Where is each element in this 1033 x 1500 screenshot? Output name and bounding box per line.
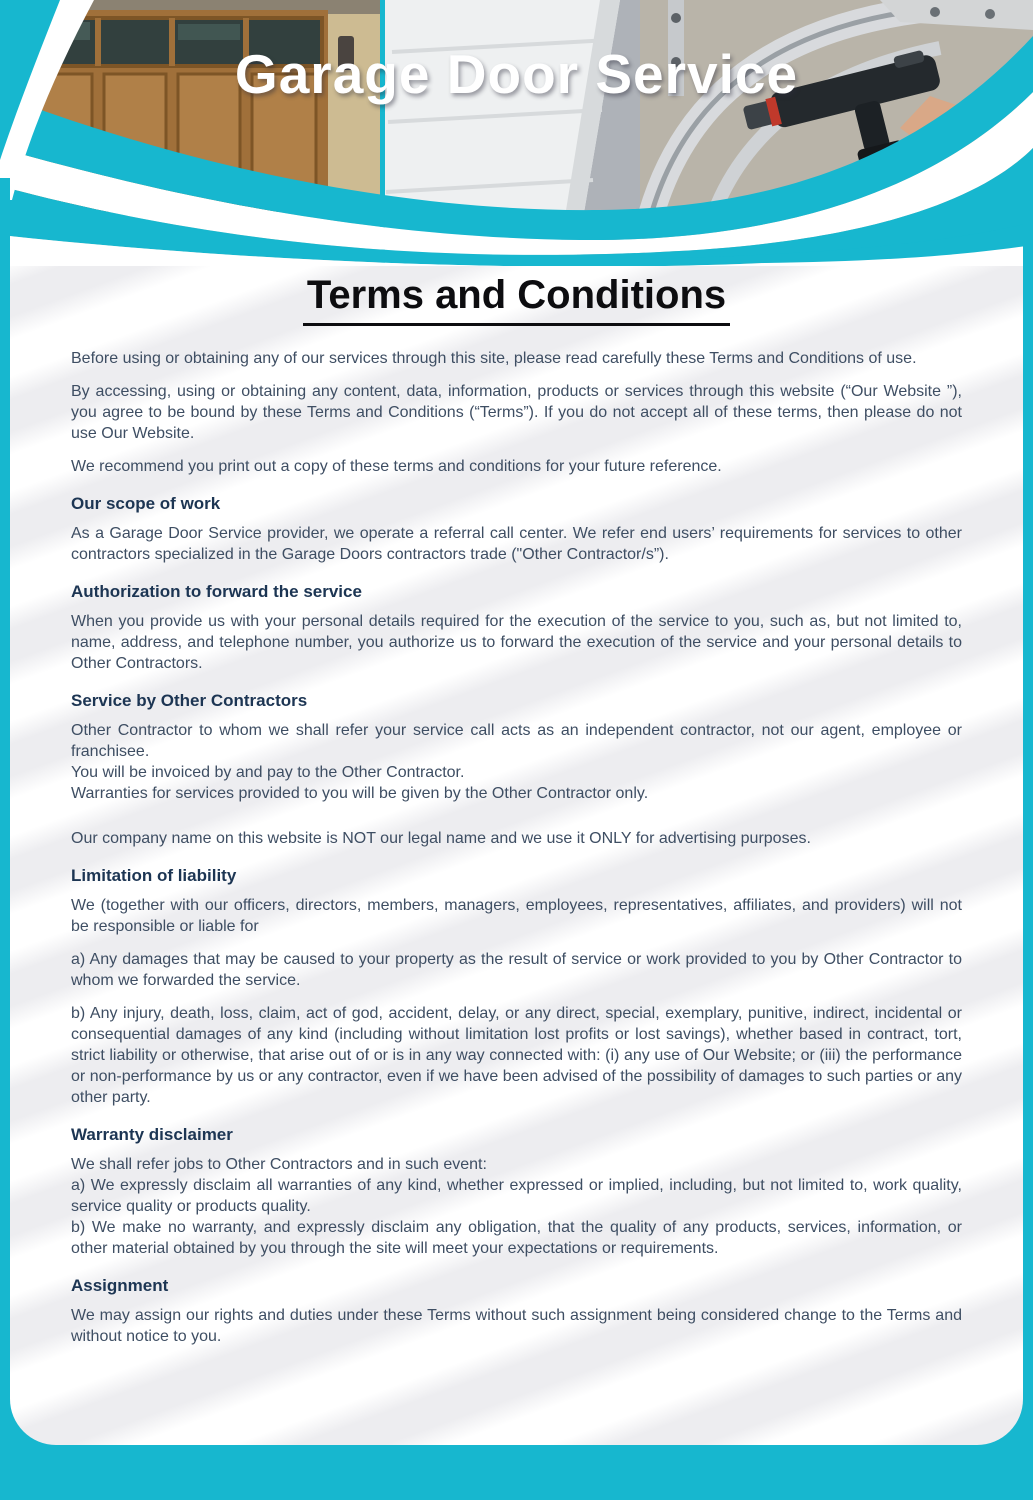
section-body <box>71 348 962 477</box>
paragraph-block <box>71 381 962 444</box>
sections-container <box>71 348 962 1347</box>
header-banner-graphic <box>0 0 1033 266</box>
paragraph-block <box>71 611 962 674</box>
terms-content <box>71 272 962 1359</box>
section-body <box>71 611 962 674</box>
section-heading: Limitation of liability <box>71 866 237 885</box>
paragraph: Other Contractor to whom we shall refer your service call acts as an independent contractor, not our agent, employee or franchisee. <box>71 722 962 760</box>
paragraph-block <box>71 949 962 991</box>
terms-section <box>71 1124 962 1259</box>
paragraph: When you provide us with your personal details required for the execution of the service to you, such as, but not limited to, name, address, and telephone number, you authorize us to forward the execution of the service and your personal details to Other Contractors. <box>71 613 962 672</box>
paragraph-block <box>71 523 962 565</box>
site-title: Garage Door Service <box>234 43 799 105</box>
page-title: Terms and Conditions <box>71 272 962 326</box>
paragraph-block <box>71 1003 962 1108</box>
paragraph: a) We expressly disclaim all warranties of any kind, whether expressed or implied, including, but not limited to, work quality, service quality or products quality. <box>71 1177 962 1215</box>
terms-section <box>71 348 962 477</box>
paragraph: Our company name on this website is NOT our legal name and we use it ONLY for advertising purposes. <box>71 830 811 847</box>
paragraph-block <box>71 720 962 804</box>
paragraph-block <box>71 828 962 849</box>
terms-section <box>71 865 962 1108</box>
paragraph: Warranties for services provided to you will be given by the Other Contractor only. <box>71 785 649 802</box>
section-body <box>71 523 962 565</box>
paragraph: We shall refer jobs to Other Contractors and in such event: <box>71 1156 487 1173</box>
paragraph: Before using or obtaining any of our services through this site, please read carefully these Terms and Conditions of use. <box>71 350 917 367</box>
paragraph: a) Any damages that may be caused to your property as the result of service or work provided to you by Other Contractor to whom we forwarded the service. <box>71 951 962 989</box>
paragraph: b) We make no warranty, and expressly disclaim any obligation, that the quality of any products, services, information, or other material obtained by you through the site will meet your expectations or requirements. <box>71 1219 962 1257</box>
paragraph-block <box>71 456 962 477</box>
section-heading: Warranty disclaimer <box>71 1125 233 1144</box>
paragraph-block <box>71 348 962 369</box>
paragraph: As a Garage Door Service provider, we operate a referral call center. We refer end users’ requirements for services to other contractors specialized in the Garage Doors contractors trade ("Other Contractor/s”). <box>71 525 962 563</box>
paragraph: You will be invoiced by and pay to the Other Contractor. <box>71 764 465 781</box>
terms-section <box>71 1275 962 1347</box>
section-body <box>71 1305 962 1347</box>
paragraph-block <box>71 895 962 937</box>
paragraph: b) Any injury, death, loss, claim, act of god, accident, delay, or any direct, special, exemplary, punitive, indirect, incidental or consequential damages of any kind (including without limitation lost profits or lost savings), whether based in contract, tort, strict liability or otherwise, that arise out of or is in any way connected with: (i) any use of Our Website; or (iii) the performance or non-performance by us or any contractor, even if we have been advised of the possibility of damages to such parties or any other party. <box>71 1005 962 1106</box>
section-heading: Service by Other Contractors <box>71 691 308 710</box>
section-body <box>71 720 962 849</box>
section-body <box>71 1154 962 1259</box>
terms-section <box>71 493 962 565</box>
terms-section <box>71 690 962 849</box>
paragraph-block <box>71 1154 962 1259</box>
paragraph: We may assign our rights and duties under these Terms without such assignment being considered change to the Terms and without notice to you. <box>71 1307 962 1345</box>
section-body <box>71 895 962 1108</box>
terms-section <box>71 581 962 674</box>
section-heading: Our scope of work <box>71 494 221 513</box>
page-header <box>0 0 1033 266</box>
paragraph: By accessing, using or obtaining any content, data, information, products or services through this website (“Our Website ”), you agree to be bound by these Terms and Conditions (“Terms”). If you do not accept all of these terms, then please do not use Our Website. <box>71 383 962 442</box>
paragraph: We recommend you print out a copy of these terms and conditions for your future reference. <box>71 458 722 475</box>
paragraph: We (together with our officers, directors, members, managers, employees, representatives, affiliates, and providers) will not be responsible or liable for <box>71 897 962 935</box>
section-heading: Authorization to forward the service <box>71 582 362 601</box>
paragraph-block <box>71 1305 962 1347</box>
section-heading: Assignment <box>71 1276 169 1295</box>
